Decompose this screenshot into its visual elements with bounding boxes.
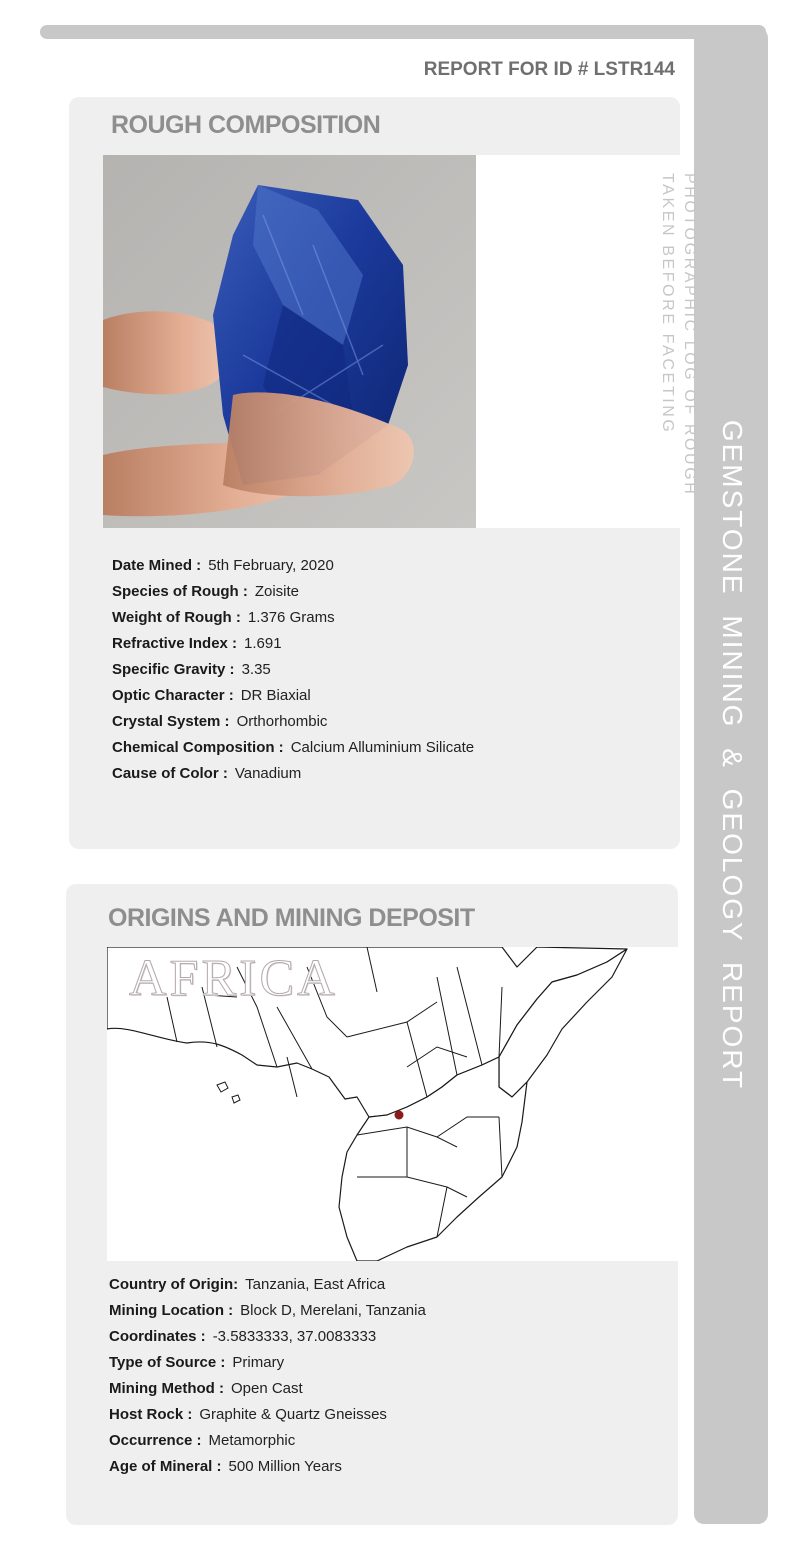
- field-value: 1.691: [244, 635, 282, 652]
- field-label: Optic Character :: [112, 687, 234, 704]
- field-value: Tanzania, East Africa: [245, 1276, 386, 1293]
- field-date-mined: [112, 553, 474, 579]
- field-value: Vanadium: [234, 765, 302, 782]
- field-label: Mining Location :: [109, 1302, 234, 1319]
- report-id: REPORT FOR ID # LSTR144: [423, 59, 675, 80]
- field-value: 500 Million Years: [228, 1458, 342, 1475]
- field-value: Zoisite: [254, 583, 300, 600]
- photo-caption-line-1: PHOTOGRAPHIC LOG OF ROUGH: [681, 173, 698, 497]
- photo-caption-line-2: TAKEN BEFORE FACETING: [659, 173, 676, 435]
- origins-panel: [66, 884, 678, 1525]
- photo-strip: [103, 155, 698, 528]
- field-cause-of-color: [112, 761, 474, 787]
- field-label: Cause of Color :: [112, 765, 228, 782]
- africa-map: [107, 947, 678, 1261]
- field-value: -3.5833333, 37.0083333: [212, 1328, 377, 1345]
- field-host-rock: [109, 1402, 426, 1428]
- field-value: Calcium Alluminium Silicate: [290, 739, 475, 756]
- field-label: Crystal System :: [112, 713, 230, 730]
- origin-fields-list: [109, 1272, 426, 1480]
- field-value: Graphite & Quartz Gneisses: [199, 1406, 387, 1423]
- field-value: 5th February, 2020: [208, 557, 334, 574]
- rough-fields-list: [112, 553, 474, 787]
- field-label: Species of Rough :: [112, 583, 248, 600]
- field-mining-method: [109, 1376, 426, 1402]
- field-value: Orthorhombic: [236, 713, 328, 730]
- field-species: [112, 579, 474, 605]
- field-occurrence: [109, 1428, 426, 1454]
- field-coordinates: [109, 1324, 426, 1350]
- mine-location: [107, 947, 678, 1261]
- field-value: 1.376 Grams: [247, 609, 335, 626]
- side-report-title: GEMSTONE MINING & GEOLOGY REPORT: [717, 419, 748, 1091]
- field-type-of-source: [109, 1350, 426, 1376]
- origins-title: ORIGINS AND MINING DEPOSIT: [108, 904, 475, 932]
- field-value: Open Cast: [230, 1380, 303, 1397]
- field-label: Coordinates :: [109, 1328, 206, 1345]
- field-label: Date Mined :: [112, 557, 202, 574]
- map-label: AFRICA: [129, 950, 338, 1007]
- rough-gem-photo: [103, 155, 476, 528]
- field-value: Metamorphic: [208, 1432, 296, 1449]
- field-label: Occurrence :: [109, 1432, 202, 1449]
- field-crystal-system: [112, 709, 474, 735]
- field-label: Country of Origin:: [109, 1276, 239, 1293]
- field-label: Type of Source :: [109, 1354, 226, 1371]
- rough-composition-panel: [69, 97, 698, 849]
- field-mining-location: [109, 1298, 426, 1324]
- field-country-of-origin: [109, 1272, 426, 1298]
- field-label: Specific Gravity :: [112, 661, 235, 678]
- photo-caption: [656, 173, 700, 496]
- field-label: Refractive Index :: [112, 635, 238, 652]
- field-value: DR Biaxial: [240, 687, 311, 704]
- field-label: Weight of Rough :: [112, 609, 241, 626]
- rough-composition-title: ROUGH COMPOSITION: [111, 111, 381, 139]
- field-label: Age of Mineral :: [109, 1458, 222, 1475]
- top-frame-bar: [40, 25, 766, 39]
- field-age-of-mineral: [109, 1454, 426, 1480]
- field-optic-character: [112, 683, 474, 709]
- field-label: Chemical Composition :: [112, 739, 284, 756]
- field-value: 3.35: [241, 661, 271, 678]
- field-value: Primary: [232, 1354, 285, 1371]
- field-label: Mining Method :: [109, 1380, 224, 1397]
- mine-location-marker: [395, 1111, 404, 1120]
- field-value: Block D, Merelani, Tanzania: [240, 1302, 426, 1319]
- field-label: Host Rock :: [109, 1406, 193, 1423]
- field-chemical-composition: [112, 735, 474, 761]
- field-specific-gravity: [112, 657, 474, 683]
- field-weight: [112, 605, 474, 631]
- field-refractive-index: [112, 631, 474, 657]
